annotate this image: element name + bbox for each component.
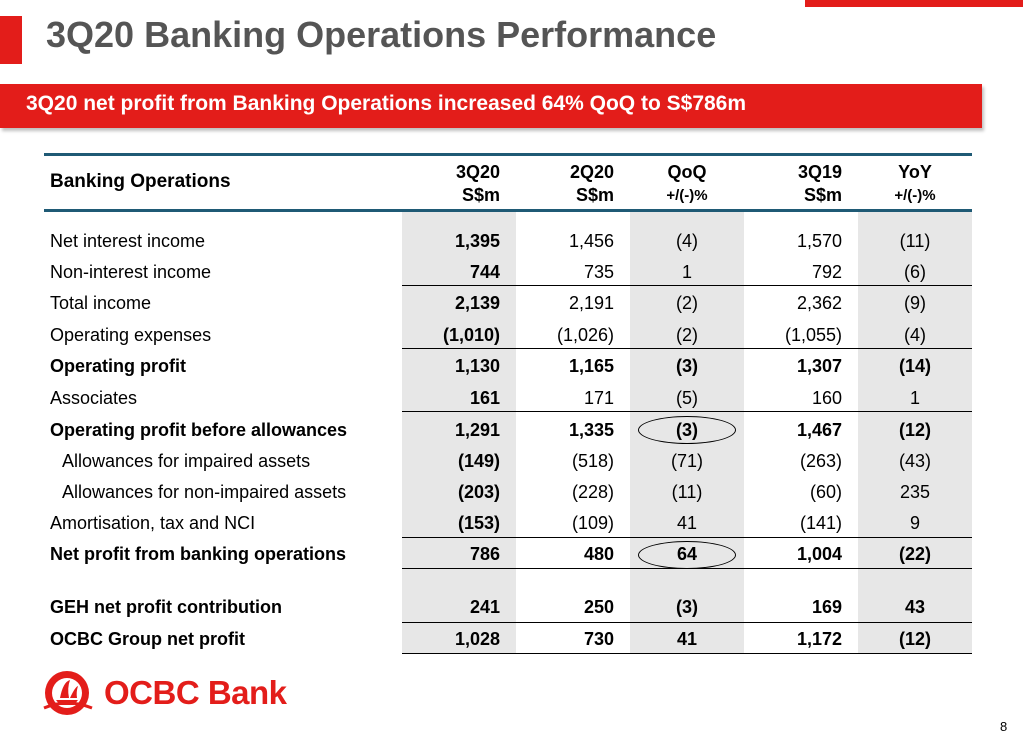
value-3q19: (263) [799, 451, 842, 471]
value-3q19: 169 [811, 597, 842, 617]
value-3q19: (141) [799, 513, 842, 533]
page-number: 8 [1000, 719, 1008, 734]
value-3q19: 1,467 [796, 420, 842, 440]
row-label: Associates [50, 388, 138, 408]
value-yoy: (6) [904, 262, 926, 282]
value-yoy: (14) [898, 356, 931, 376]
top-accent-bar [805, 0, 1023, 7]
column-header-unit: S$m [803, 185, 842, 205]
value-2q20: 250 [583, 597, 614, 617]
column-header-yoy [858, 161, 972, 207]
table-top-rule [44, 153, 972, 156]
subtotal-rule [402, 411, 972, 412]
value-3q20: 1,028 [454, 629, 500, 649]
value-yoy: (12) [898, 629, 931, 649]
value-3q20: 241 [469, 597, 500, 617]
row-label: Operating expenses [50, 325, 212, 345]
value-3q19: 792 [811, 262, 842, 282]
headline-banner [0, 84, 982, 128]
value-3q20: 161 [469, 388, 500, 408]
column-header-unit: +/(-)% [894, 187, 936, 204]
value-yoy: (22) [898, 544, 931, 564]
row-label: Non-interest income [50, 262, 212, 282]
value-3q20: (153) [457, 513, 500, 533]
column-header-period: YoY [898, 162, 932, 182]
headline-banner-text: 3Q20 net profit from Banking Operations increased 64% QoQ to S$786m [26, 92, 747, 115]
row-label: Operating profit [50, 356, 186, 376]
value-qoq: (11) [671, 482, 703, 502]
value-3q19: 1,172 [796, 629, 842, 649]
value-2q20: (518) [571, 451, 614, 471]
row-label: Allowances for impaired assets [62, 451, 311, 471]
value-2q20: 1,335 [568, 420, 614, 440]
value-3q19: 2,362 [796, 293, 842, 313]
value-qoq: (2) [676, 293, 698, 313]
value-3q20: 1,130 [454, 356, 500, 376]
table-header-label: Banking Operations [50, 171, 231, 192]
column-header-unit: S$m [575, 185, 614, 205]
value-2q20: 171 [583, 388, 614, 408]
value-yoy: 1 [909, 388, 920, 408]
value-2q20: (1,026) [556, 325, 614, 345]
value-3q19: (60) [809, 482, 842, 502]
value-yoy: (43) [898, 451, 931, 471]
value-3q20: (203) [457, 482, 500, 502]
value-3q19: 1,570 [796, 231, 842, 251]
ocbc-junk-logo-icon [40, 668, 98, 718]
column-header-3q19 [744, 161, 842, 207]
value-yoy: (9) [904, 293, 926, 313]
column-header-period: 3Q20 [455, 162, 500, 182]
column-header-qoq [630, 161, 744, 207]
subtotal-rule [402, 285, 972, 286]
subtotal-rule [402, 348, 972, 349]
title-accent-mark [0, 16, 22, 64]
row-label: OCBC Group net profit [50, 629, 245, 649]
value-yoy: 9 [909, 513, 920, 533]
column-header-3q20 [402, 161, 500, 207]
column-header-period: QoQ [667, 162, 707, 182]
value-2q20: 735 [583, 262, 614, 282]
value-qoq: (2) [676, 325, 698, 345]
value-qoq: 41 [676, 629, 698, 649]
value-3q19: (1,055) [784, 325, 842, 345]
value-qoq: (3) [676, 356, 698, 376]
column-header-2q20 [516, 161, 614, 207]
value-3q20: 2,139 [454, 293, 500, 313]
value-2q20: 730 [583, 629, 614, 649]
value-yoy: (4) [904, 325, 926, 345]
value-3q19: 1,004 [796, 544, 842, 564]
ocbc-logo [40, 668, 310, 718]
value-3q20: 786 [469, 544, 500, 564]
column-header-unit: +/(-)% [666, 187, 708, 204]
column-header-period: 2Q20 [569, 162, 614, 182]
column-header-unit: S$m [461, 185, 500, 205]
subtotal-rule [402, 537, 972, 538]
value-qoq: 41 [676, 513, 698, 533]
value-qoq: (3) [676, 420, 698, 440]
value-qoq: (3) [676, 597, 698, 617]
row-label: Net interest income [50, 231, 206, 251]
value-yoy: 43 [904, 597, 926, 617]
value-3q20: 744 [469, 262, 500, 282]
value-3q20: 1,395 [454, 231, 500, 251]
value-qoq: (71) [670, 451, 703, 471]
row-label: Allowances for non-impaired assets [62, 482, 347, 502]
value-2q20: 1,456 [568, 231, 614, 251]
value-qoq: (5) [676, 388, 698, 408]
value-2q20: (109) [571, 513, 614, 533]
row-label: Total income [50, 293, 152, 313]
value-2q20: 2,191 [568, 293, 614, 313]
row-label: Net profit from banking operations [50, 544, 347, 564]
value-2q20: (228) [571, 482, 614, 502]
value-3q20: (149) [457, 451, 500, 471]
value-yoy: (11) [899, 231, 931, 251]
value-2q20: 1,165 [568, 356, 614, 376]
value-yoy: 235 [899, 482, 931, 502]
table-bottom-rule [402, 653, 972, 654]
subtotal-rule [402, 622, 972, 623]
row-label: Amortisation, tax and NCI [50, 513, 256, 533]
value-yoy: (12) [898, 420, 931, 440]
value-3q19: 160 [811, 388, 842, 408]
value-3q19: 1,307 [796, 356, 842, 376]
ocbc-logo-wordmark: OCBC Bank [104, 674, 287, 711]
slide-title: 3Q20 Banking Operations Performance [46, 14, 717, 55]
row-label: Operating profit before allowances [50, 420, 348, 440]
column-header-period: 3Q19 [797, 162, 842, 182]
banking-operations-table [44, 153, 972, 653]
row-label: GEH net profit contribution [50, 597, 282, 617]
value-2q20: 480 [583, 544, 614, 564]
value-3q20: 1,291 [454, 420, 500, 440]
value-qoq: 1 [681, 262, 692, 282]
value-3q20: (1,010) [442, 325, 500, 345]
value-qoq: (4) [676, 231, 698, 251]
value-qoq: 64 [676, 544, 698, 564]
